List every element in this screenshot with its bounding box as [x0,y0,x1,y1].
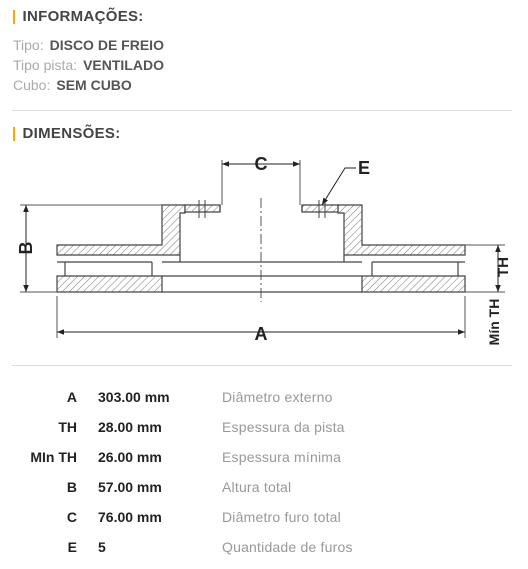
diagram-label-e: E [358,158,371,178]
section-divider [12,110,512,111]
dim-value: 5 [98,539,106,555]
info-value: SEM CUBO [56,77,132,93]
table-row [0,532,353,562]
title-accent-bar: | [12,125,17,142]
dim-description: Altura total [222,479,292,495]
dim-label: MIn TH [30,449,77,465]
dim-description: Diâmetro externo [222,389,333,405]
table-row [0,382,353,412]
diagram-label-b: B [16,241,36,255]
info-key: Tipo pista: [13,57,78,73]
section-divider [12,365,512,366]
info-row-type [13,37,164,53]
info-value: DISCO DE FREIO [49,37,164,53]
table-row [0,412,353,442]
dim-description: Diâmetro furo total [222,509,341,525]
diagram-label-min-th: Mín TH [486,298,502,346]
dim-description: Espessura da pista [222,419,345,435]
dim-value: 26.00 mm [98,449,162,465]
diagram-label-th: TH [495,257,512,277]
dim-label: C [66,509,77,525]
diagram-label-a: A [254,324,268,344]
dim-value: 76.00 mm [98,509,162,525]
info-key: Cubo: [13,77,51,93]
table-row [0,502,353,532]
dim-value: 303.00 mm [98,389,170,405]
info-row-hub [13,77,132,93]
brake-disc-diagram [0,140,528,360]
diagram-label-c: C [254,154,268,174]
title-accent-bar: | [12,8,17,25]
table-row [0,442,353,472]
info-key: Tipo: [13,37,44,53]
info-section-title [12,8,144,25]
info-row-track-type [13,57,164,73]
dim-description: Espessura mínima [222,449,342,465]
info-value: VENTILADO [83,57,164,73]
dim-description: Quantidade de furos [222,539,353,555]
dim-label: TH [58,419,77,435]
table-row [0,472,353,502]
dim-value: 28.00 mm [98,419,162,435]
dimensions-table [0,382,353,562]
dim-label: E [67,539,77,555]
dim-label: A [66,389,77,405]
dim-value: 57.00 mm [98,479,162,495]
dimensions-title: DIMENSÕES: [22,125,121,142]
dim-label: B [66,479,77,495]
info-title: INFORMAÇÕES: [22,8,144,25]
